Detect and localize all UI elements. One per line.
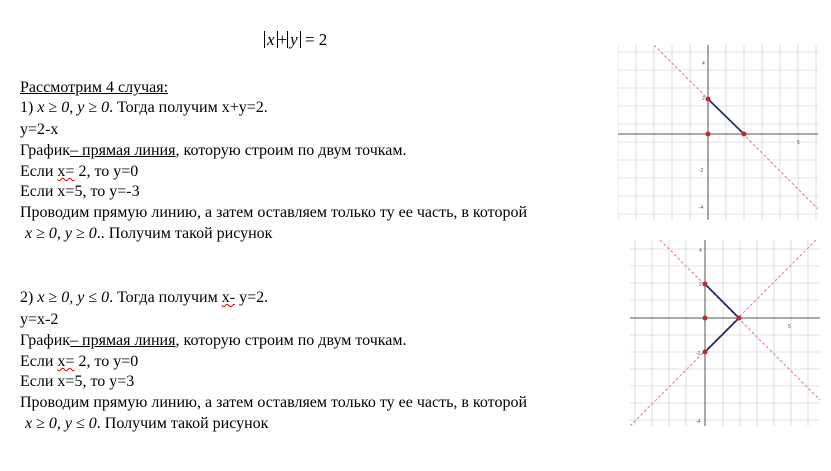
cases-header: Рассмотрим 4 случая: xyxy=(20,79,169,96)
graph2-svg xyxy=(630,240,820,426)
case1-cond: x ≥ 0, y ≥ 0 xyxy=(37,99,110,116)
case2-p1-post: 2, то y=0 xyxy=(74,353,139,370)
graph1-bg xyxy=(618,45,818,220)
case2-p1-pre: Если xyxy=(20,353,58,370)
case1-draw-text: Проводим прямую линию, а затем оставляем только ту ее часть, в которой xyxy=(20,204,528,221)
graph2 xyxy=(630,240,820,426)
case1-num: 1) xyxy=(20,99,34,116)
abs-x: x xyxy=(264,31,278,48)
eq-plus: + xyxy=(277,30,288,49)
case1-graph-pre: График xyxy=(20,142,71,159)
case2-point1 xyxy=(20,352,138,372)
case2-graph-post: , которую строим по двум точкам. xyxy=(175,332,407,349)
case2-graph-text xyxy=(20,331,407,351)
case2-p1-u: x= xyxy=(57,353,75,370)
graph2-point-0-2 xyxy=(703,282,708,287)
eq-rhs: = 2 xyxy=(304,30,328,49)
graph1-point-2-0 xyxy=(742,132,747,137)
graph1-svg xyxy=(618,45,818,220)
case1-cond2: x ≥ 0, y ≥ 0 xyxy=(25,225,97,242)
case2-graph-pre: График xyxy=(20,332,71,349)
graph2-tick-y2: 2 xyxy=(699,282,702,288)
case2-formula: y=x-2 xyxy=(20,311,59,328)
main-equation xyxy=(264,30,327,50)
graph1 xyxy=(618,45,818,220)
case2-title xyxy=(20,288,268,308)
case1-point1 xyxy=(20,162,138,182)
graph1-tick-y4: 4 xyxy=(702,61,705,67)
case1-title xyxy=(20,98,268,118)
graph2-tick-y4: 4 xyxy=(699,248,702,254)
case1-tail-text: .. Получим такой рисунок xyxy=(96,225,273,242)
case1-tail xyxy=(25,224,272,244)
case2-tail-text: . Получим такой рисунок xyxy=(96,415,269,432)
case2-cond: x ≥ 0, y ≤ 0 xyxy=(37,289,110,306)
graph1-tick-x5: 5 xyxy=(797,140,800,146)
case2-rest-b: y=2. xyxy=(235,289,269,306)
case2-num: 2) xyxy=(20,289,34,306)
case2-cond2: x ≥ 0, y ≤ 0 xyxy=(25,415,97,432)
case2-point2: Если x=5, то y=3 xyxy=(20,373,135,390)
case1-p1-pre: Если xyxy=(20,163,58,180)
graph1-point-origin xyxy=(706,132,711,137)
case1-graph-mid: – прямая линия xyxy=(70,142,176,159)
graph2-tick-x5: 5 xyxy=(788,324,791,330)
case2-rest-u: x- xyxy=(221,289,236,306)
case2-tail xyxy=(25,414,268,434)
case2-draw-text: Проводим прямую линию, а затем оставляем только ту ее часть, в которой xyxy=(20,394,528,411)
graph1-point-0-2 xyxy=(706,97,711,102)
case1-formula: y=2-x xyxy=(20,121,59,138)
graph1-tick-ym4: -4 xyxy=(699,205,704,211)
case1-point2: Если x=5, то y=-3 xyxy=(20,183,140,200)
graph2-point-origin xyxy=(703,316,708,321)
case2-rest-a: . Тогда получим xyxy=(109,289,222,306)
graph2-tick-ym4: -4 xyxy=(696,419,701,425)
case2-graph-mid: – прямая линия xyxy=(70,332,176,349)
case1-graph-post: , которую строим по двум точкам. xyxy=(175,142,407,159)
graph1-tick-y2: 2 xyxy=(702,96,705,102)
case1-p1-u: x= xyxy=(57,163,75,180)
graph2-point-0-m2 xyxy=(703,350,708,355)
case1-rest: . Тогда получим x+y=2. xyxy=(109,99,268,116)
graph2-tick-ym2: -2 xyxy=(696,351,701,357)
abs-y: y xyxy=(287,31,301,48)
case1-p1-post: 2, то y=0 xyxy=(74,163,139,180)
graph1-tick-ym2: -2 xyxy=(699,168,704,174)
case1-graph-text xyxy=(20,141,407,161)
graph2-point-2-0 xyxy=(737,316,742,321)
